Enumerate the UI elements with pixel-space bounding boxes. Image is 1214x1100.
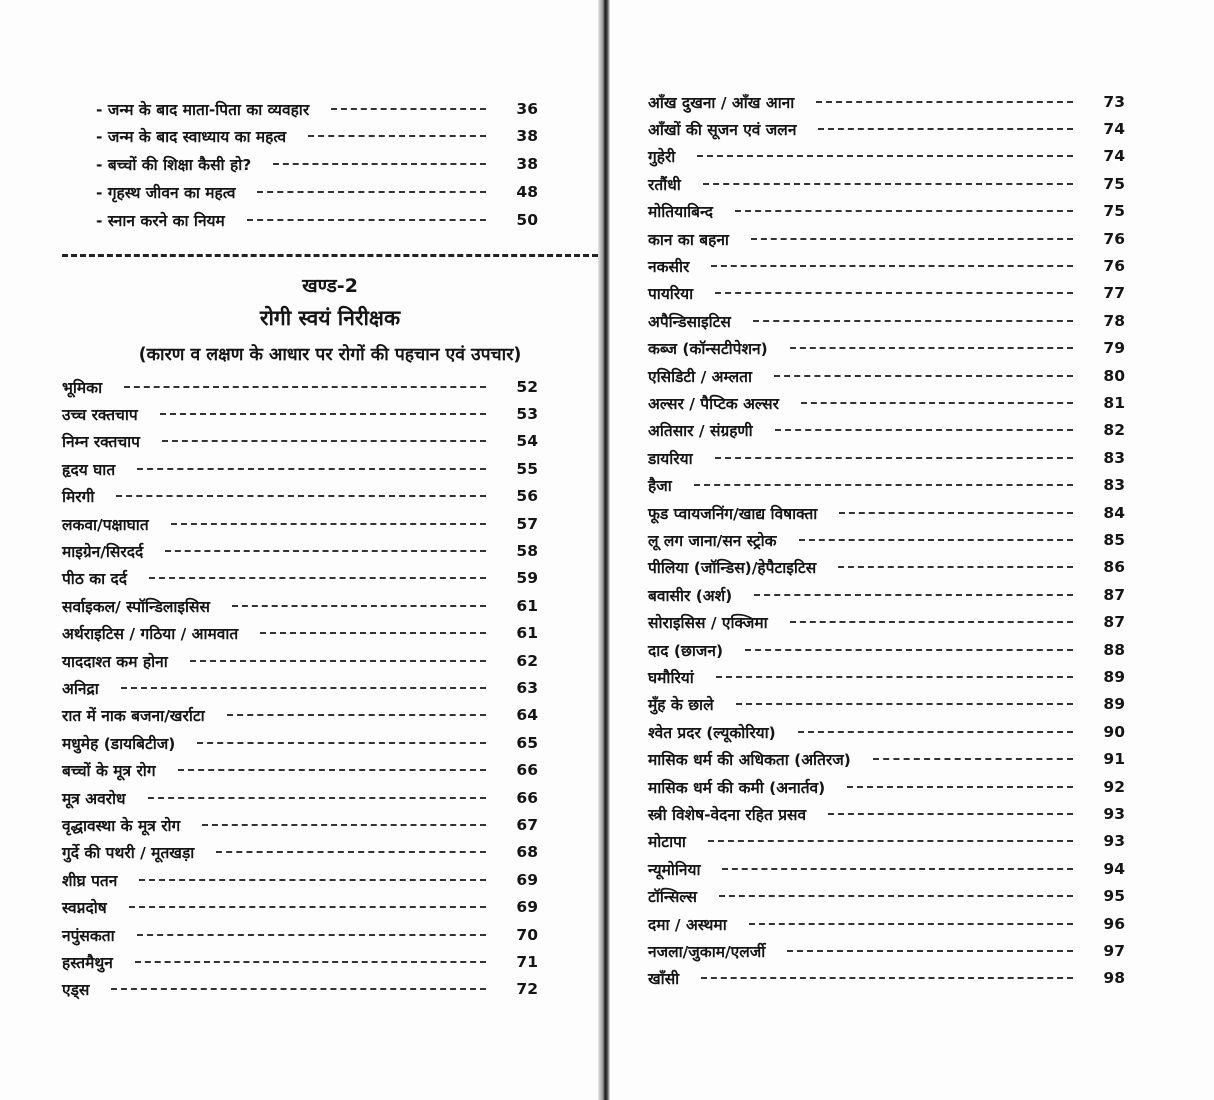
toc-entry [62, 592, 538, 619]
dotted-leader [873, 758, 1073, 760]
toc-entry-title: पीलिया (जॉन्डिस)/हेपैटाइटिस [648, 559, 817, 578]
toc-entry-title: आँखों की सूजन एवं जलन [648, 120, 797, 139]
toc-entry-title: उच्च रक्तचाप [62, 405, 138, 424]
toc-entry [648, 526, 1125, 553]
dotted-leader [701, 977, 1073, 979]
toc-entry-title: एसिडिटी / अम्लता [648, 367, 752, 386]
toc-entry-page: 61 [516, 624, 538, 643]
toc-entry-page: 66 [516, 788, 538, 807]
toc-entry [648, 225, 1125, 252]
toc-entry [648, 554, 1125, 581]
toc-entry-page: 75 [1103, 202, 1125, 221]
toc-entry [62, 757, 538, 784]
toc-entry-page: 62 [516, 651, 538, 670]
toc-entry-title: घमौरियां [648, 668, 694, 687]
toc-entry [648, 88, 1125, 115]
toc-entry-title: स्वप्नदोष [62, 899, 107, 918]
toc-entry-title: मुँह के छाले [648, 696, 714, 715]
dotted-leader [801, 402, 1073, 404]
toc-entry-title: बवासीर (अर्श) [648, 586, 733, 605]
toc-entry-page: 84 [1103, 503, 1125, 522]
toc-entry-page: 83 [1103, 448, 1125, 467]
toc-entry-page: 58 [516, 541, 538, 560]
toc-entry-title: एड्स [62, 981, 90, 1000]
toc-entry [62, 784, 538, 811]
toc-entry [96, 123, 538, 150]
toc-entry [648, 444, 1125, 471]
toc-entry-title: बच्चों के मूत्र रोग [62, 762, 156, 781]
toc-entry-title: - स्नान करने का नियम [96, 211, 225, 230]
toc-entry-title: सोराइसिस / एक्जिमा [648, 614, 768, 633]
dotted-leader [202, 824, 486, 826]
dotted-leader [839, 512, 1073, 514]
toc-entry [648, 746, 1125, 773]
dotted-leader [753, 320, 1073, 322]
section-title: रोगी स्वयं निरीक्षक [259, 306, 401, 330]
toc-entry-title: मूत्र अवरोध [62, 789, 126, 808]
toc-entry-page: 80 [1103, 366, 1125, 385]
dotted-leader [257, 191, 486, 193]
toc-entry-title: अतिसार / संग्रहणी [648, 422, 753, 441]
toc-entry-page: 70 [516, 925, 538, 944]
dotted-leader [697, 155, 1073, 157]
toc-entry-title: - गृहस्थ जीवन का महत्व [96, 183, 236, 202]
toc-entry [648, 143, 1125, 170]
toc-entry-page: 96 [1103, 914, 1125, 933]
toc-entry-title: टॉन्सिल्स [648, 888, 697, 907]
toc-entry-title: हैजा [648, 477, 672, 496]
dotted-leader [216, 851, 486, 853]
toc-entry-title: - जन्म के बाद माता-पिता का व्यवहार [96, 100, 310, 119]
toc-entry-page: 81 [1103, 393, 1125, 412]
toc-entry-page: 90 [1103, 722, 1125, 741]
toc-entry [648, 581, 1125, 608]
toc-entry [62, 976, 538, 1003]
dotted-leader [754, 594, 1073, 596]
toc-entry [648, 170, 1125, 197]
section-divider [62, 254, 598, 257]
dotted-leader [790, 347, 1073, 349]
toc-entry-page: 75 [1103, 174, 1125, 193]
dotted-leader [165, 550, 486, 552]
toc-entry-title: अर्थराइटिस / गठिया / आमवात [62, 625, 239, 644]
dotted-leader [197, 742, 486, 744]
toc-entry [648, 362, 1125, 389]
toc-entry [96, 206, 538, 233]
toc-entry-title: दाद (छाजन) [648, 641, 724, 660]
toc-entry [648, 718, 1125, 745]
toc-entry [648, 691, 1125, 718]
toc-entry-page: 48 [516, 182, 538, 201]
toc-entry-title: अल्सर / पैप्टिक अल्सर [648, 394, 779, 413]
toc-entry-page: 97 [1103, 941, 1125, 960]
dotted-leader [148, 797, 486, 799]
toc-entry-title: मोतियाबिन्द [648, 203, 714, 222]
toc-entry-page: 38 [516, 127, 538, 146]
dotted-leader [719, 895, 1073, 897]
toc-entry-page: 54 [516, 432, 538, 451]
toc-entry [648, 252, 1125, 279]
toc-entry-title: मोटापा [648, 833, 686, 852]
toc-entry-title: शीघ्र पतन [62, 871, 118, 890]
toc-entry [648, 335, 1125, 362]
toc-entry [648, 855, 1125, 882]
book-spine [598, 0, 610, 1100]
toc-entry-title: श्वेत प्रदर (ल्यूकोरिया) [648, 723, 776, 742]
dotted-leader [137, 468, 486, 470]
toc-entry-page: 88 [1103, 640, 1125, 659]
toc-entry-title: मासिक धर्म की कमी (अनार्तव) [648, 778, 826, 797]
toc-entry-page: 71 [516, 952, 538, 971]
dotted-leader [816, 101, 1073, 103]
toc-entry-title: निम्न रक्तचाप [62, 433, 140, 452]
dotted-leader [273, 163, 486, 165]
dotted-leader [790, 621, 1073, 623]
dotted-leader [694, 484, 1073, 486]
toc-entry-page: 64 [516, 706, 538, 725]
toc-entry [62, 455, 538, 482]
toc-entry-page: 87 [1103, 585, 1125, 604]
dotted-leader [838, 566, 1073, 568]
toc-entry-title: नकसीर [648, 257, 690, 276]
dotted-leader [227, 714, 486, 716]
toc-entry-title: कान का बहना [648, 230, 729, 249]
toc-entry [648, 499, 1125, 526]
toc-entry-title: अपैन्डिसाइटिस [648, 312, 731, 331]
dotted-leader [787, 950, 1073, 952]
toc-entry-title: - जन्म के बाद स्वाध्याय का महत्व [96, 128, 287, 147]
toc-entry-title: भूमिका [62, 378, 103, 397]
toc-entry [62, 894, 538, 921]
toc-entry [648, 609, 1125, 636]
toc-entry-page: 38 [516, 155, 538, 174]
toc-entry-title: कब्ज (कॉन्सटीपेशन) [648, 340, 768, 359]
dotted-leader [121, 687, 486, 689]
toc-entry [96, 95, 538, 122]
toc-entry-title: मासिक धर्म की अधिकता (अतिरज) [648, 751, 851, 770]
toc-entry [96, 151, 538, 178]
toc-entry [62, 428, 538, 455]
toc-entry [648, 937, 1125, 964]
toc-entry-page: 57 [516, 514, 538, 533]
toc-entry [62, 400, 538, 427]
toc-entry [648, 307, 1125, 334]
toc-entry-title: लकवा/पक्षाघात [62, 515, 149, 534]
dotted-leader [828, 813, 1073, 815]
toc-entry-title: अनिद्रा [62, 679, 99, 698]
dotted-leader [190, 660, 486, 662]
dotted-leader [171, 523, 486, 525]
dotted-leader [162, 440, 486, 442]
toc-entry [648, 663, 1125, 690]
toc-entry-page: 98 [1103, 969, 1125, 988]
toc-entry [62, 620, 538, 647]
toc-entry [62, 866, 538, 893]
toc-entry [62, 729, 538, 756]
toc-entry-title: सर्वाइकल/ स्पॉन्डिलाइसिस [62, 597, 211, 616]
toc-entry-title: - बच्चों की शिक्षा कैसी हो? [96, 156, 252, 175]
toc-entry [648, 965, 1125, 992]
toc-entry-page: 66 [516, 761, 538, 780]
dotted-leader [799, 539, 1073, 541]
toc-entry [648, 636, 1125, 663]
toc-entry-title: माइग्रेन/सिरदर्द [62, 542, 144, 561]
toc-entry-page: 91 [1103, 750, 1125, 769]
toc-entry-title: रतौंधी [648, 175, 681, 194]
toc-entry-title: आँख दुखना / आँख आना [648, 93, 795, 112]
toc-entry-page: 93 [1103, 804, 1125, 823]
dotted-leader [847, 786, 1073, 788]
toc-entry [62, 948, 538, 975]
dotted-leader [129, 906, 486, 908]
toc-entry-page: 59 [516, 569, 538, 588]
toc-entry-title: गुहेरी [648, 148, 676, 167]
toc-entry-page: 74 [1103, 147, 1125, 166]
section-subtitle: (कारण व लक्षण के आधार पर रोगों की पहचान एवं उपचार) [138, 345, 522, 365]
toc-entry-page: 61 [516, 596, 538, 615]
toc-entry-page: 77 [1103, 284, 1125, 303]
toc-entry-page: 53 [516, 404, 538, 423]
toc-entry [62, 811, 538, 838]
dotted-leader [137, 934, 486, 936]
toc-entry-title: स्त्री विशेष-वेदना रहित प्रसव [648, 805, 807, 824]
toc-entry-page: 94 [1103, 859, 1125, 878]
toc-entry-page: 63 [516, 678, 538, 697]
toc-entry [648, 828, 1125, 855]
dotted-leader [139, 879, 486, 881]
toc-entry-page: 89 [1103, 667, 1125, 686]
dotted-leader [735, 210, 1073, 212]
dotted-leader [711, 265, 1073, 267]
toc-entry [62, 537, 538, 564]
toc-entry [648, 115, 1125, 142]
dotted-leader [818, 128, 1073, 130]
dotted-leader [798, 731, 1073, 733]
toc-entry-title: हृदय घात [62, 460, 116, 479]
toc-entry [648, 389, 1125, 416]
toc-entry-title: याददाश्त कम होना [62, 652, 168, 671]
toc-entry [62, 483, 538, 510]
toc-entry-page: 83 [1103, 476, 1125, 495]
toc-entry-page: 55 [516, 459, 538, 478]
toc-entry-page: 89 [1103, 695, 1125, 714]
section-number: खण्ड-2 [302, 275, 358, 297]
toc-entry [648, 883, 1125, 910]
toc-entry-page: 93 [1103, 832, 1125, 851]
toc-entry-title: वृद्धावस्था के मूत्र रोग [62, 816, 181, 835]
toc-entry [62, 702, 538, 729]
toc-entry-page: 65 [516, 733, 538, 752]
toc-entry-page: 79 [1103, 339, 1125, 358]
dotted-leader [149, 577, 486, 579]
toc-entry [648, 910, 1125, 937]
toc-entry-title: लू लग जाना/सन स्ट्रोक [648, 531, 777, 550]
dotted-leader [722, 868, 1073, 870]
dotted-leader [736, 703, 1073, 705]
toc-entry-page: 86 [1103, 558, 1125, 577]
toc-entry-title: हस्तमैथुन [62, 953, 113, 972]
dotted-leader [775, 429, 1073, 431]
toc-entry-title: मधुमेह (डायबिटीज) [62, 734, 176, 753]
dotted-leader [232, 605, 486, 607]
toc-entry [62, 921, 538, 948]
dotted-leader [308, 135, 486, 137]
dotted-leader [124, 386, 486, 388]
toc-entry-title: मिरगी [62, 488, 95, 507]
dotted-leader [716, 676, 1073, 678]
dotted-leader [247, 219, 486, 221]
toc-entry-page: 56 [516, 487, 538, 506]
toc-entry-title: डायरिया [648, 449, 693, 468]
dotted-leader [111, 988, 486, 990]
dotted-leader [178, 769, 486, 771]
toc-entry-title: खाँसी [648, 970, 680, 989]
toc-entry-page: 36 [516, 99, 538, 118]
toc-entry-title: गुर्दे की पथरी / मूतखड़ा [62, 844, 195, 863]
toc-entry-title: नपुंसकता [62, 926, 115, 945]
toc-entry-title: पायरिया [648, 285, 694, 304]
toc-entry-page: 76 [1103, 229, 1125, 248]
toc-entry [62, 565, 538, 592]
toc-entry [62, 839, 538, 866]
dotted-leader [703, 183, 1073, 185]
toc-entry-page: 67 [516, 815, 538, 834]
toc-entry [96, 178, 538, 205]
dotted-leader [715, 457, 1073, 459]
toc-entry-page: 72 [516, 980, 538, 999]
toc-entry-page: 95 [1103, 887, 1125, 906]
dotted-leader [774, 375, 1073, 377]
toc-entry-page: 69 [516, 898, 538, 917]
toc-entry-page: 92 [1103, 777, 1125, 796]
toc-entry [62, 373, 538, 400]
toc-entry [62, 674, 538, 701]
toc-entry-page: 76 [1103, 256, 1125, 275]
toc-entry-page: 68 [516, 843, 538, 862]
dotted-leader [160, 413, 486, 415]
dotted-leader [331, 108, 486, 110]
toc-entry-title: न्यूमोनिया [648, 860, 701, 879]
toc-entry-title: नजला/जुकाम/एलर्जी [648, 942, 766, 961]
toc-entry-page: 52 [516, 377, 538, 396]
toc-entry-title: रात में नाक बजना/खर्राटा [62, 707, 205, 726]
dotted-leader [708, 840, 1073, 842]
toc-entry-title: पीठ का दर्द [62, 570, 127, 589]
dotted-leader [260, 632, 486, 634]
toc-entry-page: 50 [516, 210, 538, 229]
toc-entry-page: 87 [1103, 613, 1125, 632]
toc-entry-page: 82 [1103, 421, 1125, 440]
dotted-leader [715, 292, 1073, 294]
dotted-leader [749, 923, 1073, 925]
toc-entry [648, 773, 1125, 800]
toc-entry-title: फूड प्वायजनिंग/खाद्य विषाक्ता [648, 504, 818, 523]
dotted-leader [751, 238, 1073, 240]
dotted-leader [745, 649, 1073, 651]
toc-entry [648, 198, 1125, 225]
toc-entry-title: दमा / अस्थमा [648, 915, 727, 934]
dotted-leader [135, 961, 486, 963]
toc-entry-page: 78 [1103, 311, 1125, 330]
toc-entry [62, 510, 538, 537]
toc-entry [62, 647, 538, 674]
toc-entry [648, 417, 1125, 444]
toc-entry-page: 73 [1103, 92, 1125, 111]
toc-entry [648, 800, 1125, 827]
toc-entry-page: 85 [1103, 530, 1125, 549]
dotted-leader [116, 495, 486, 497]
toc-entry [648, 280, 1125, 307]
toc-entry-page: 74 [1103, 119, 1125, 138]
toc-entry-page: 69 [516, 870, 538, 889]
toc-entry [648, 472, 1125, 499]
